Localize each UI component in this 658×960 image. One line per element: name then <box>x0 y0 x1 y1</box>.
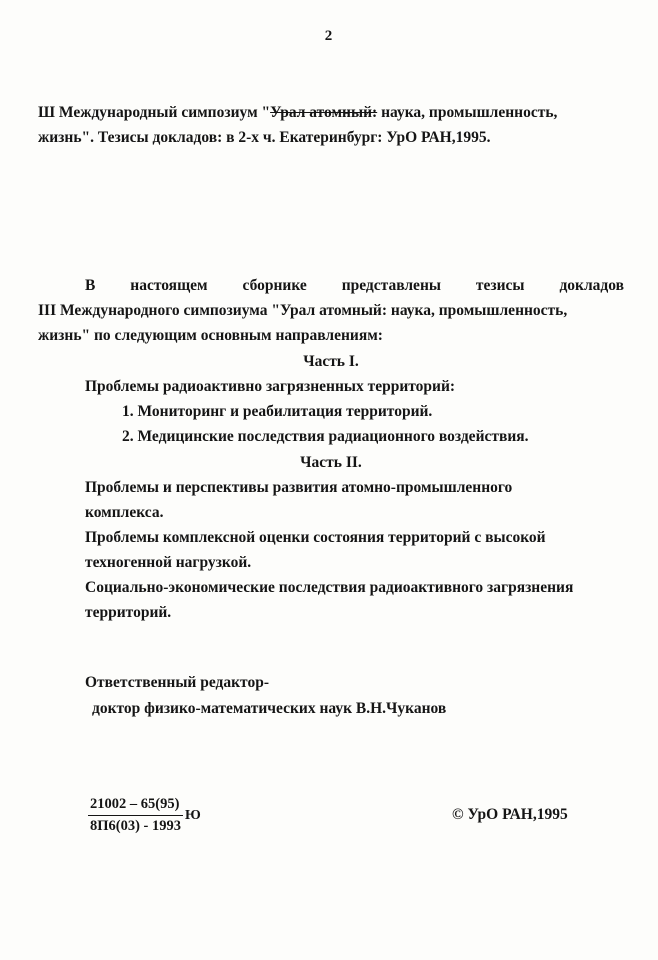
citation-line-1-post: наука, промышленность, <box>377 104 558 121</box>
part-1-item-2: 2. Медицинские последствия радиационного воздействия. <box>122 428 529 445</box>
copyright-notice: © УрО РАН,1995 <box>452 806 568 823</box>
part-2-heading: Часть II. <box>300 454 362 471</box>
classification-code-denominator: 8П6(03) - 1993 <box>90 818 182 834</box>
intro-paragraph-line-2: III Международного симпозиума "Урал атомный: наука, промышленность, <box>38 302 568 319</box>
main-text-column <box>38 273 624 625</box>
classification-code-numerator: 21002 – 65(95) <box>88 795 183 816</box>
intro-paragraph-line-1: В настоящем сборнике представлены тезисы докладов <box>85 277 624 294</box>
part-1-item-1: 1. Мониторинг и реабилитация территорий. <box>122 403 433 420</box>
part-1-lead: Проблемы радиоактивно загрязненных территорий: <box>85 378 456 395</box>
citation-line-1-struck-text: Урал атомный: <box>270 104 378 121</box>
intro-paragraph-line-3: жизнь" по следующим основным направлениям: <box>38 327 383 344</box>
responsible-editor-block <box>85 670 446 722</box>
citation-line-1 <box>38 100 622 125</box>
classification-code-suffix: Ю <box>185 808 201 823</box>
bibliographic-citation <box>38 100 622 150</box>
classification-code <box>88 795 201 836</box>
editor-label-line: Ответственный редактор- <box>85 674 269 691</box>
page-number: 2 <box>324 28 334 44</box>
part-2-paragraph-2: Проблемы комплексной оценки состояния территорий с высокой техногенной нагрузкой. <box>85 529 546 571</box>
citation-line-2: жизнь". Тезисы докладов: в 2-х ч. Екатеринбург: УрО РАН,1995. <box>38 129 491 146</box>
citation-line-1-pre: Ш Международный симпозиум " <box>38 104 271 121</box>
part-2-paragraph-3: Социально-экономические последствия радиоактивного загрязнения территорий. <box>85 579 574 621</box>
part-2-paragraph-1: Проблемы и перспективы развития атомно-промышленного комплекса. <box>85 479 513 521</box>
classification-code-fraction <box>88 795 183 836</box>
part-1-heading: Часть I. <box>303 353 359 370</box>
editor-name-line: доктор физико-математических наук В.Н.Чуканов <box>92 700 447 717</box>
